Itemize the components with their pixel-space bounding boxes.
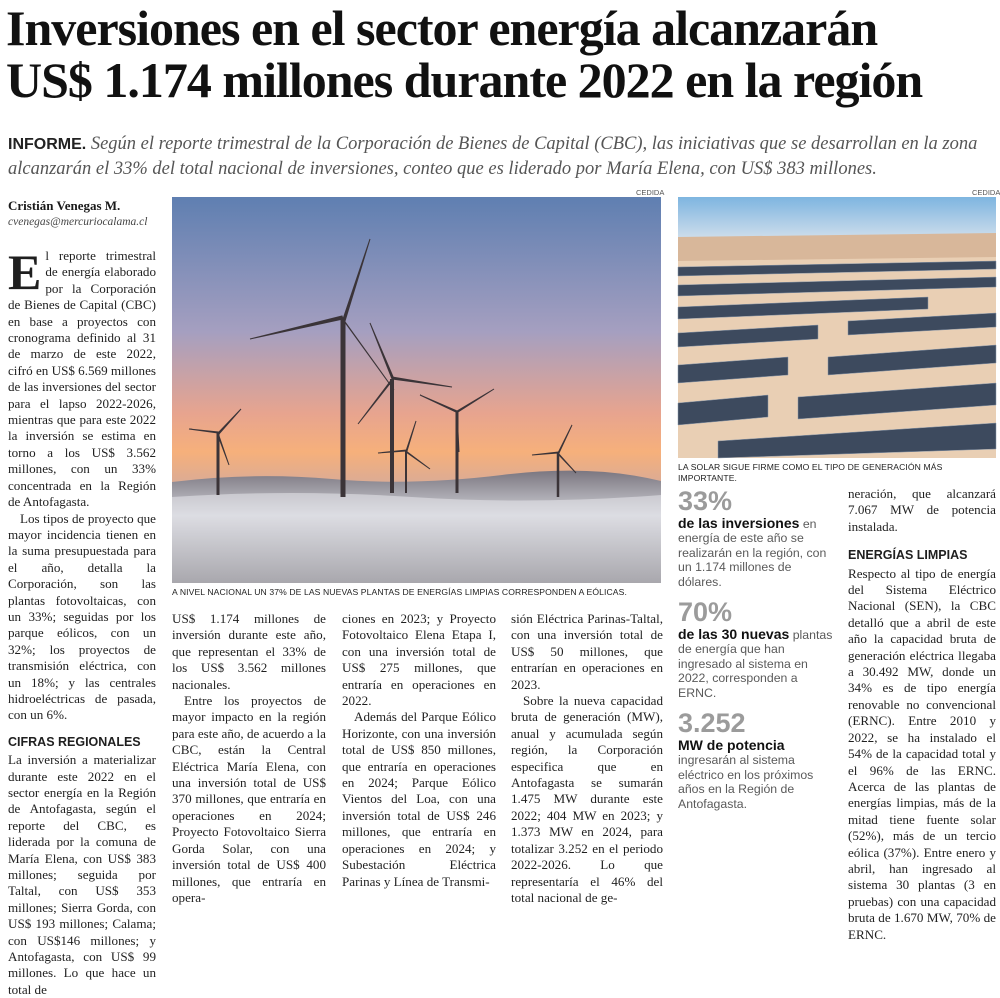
solar-plant-photo — [678, 197, 996, 458]
headline-line-2: US$ 1.174 millones durante 2022 en la región — [6, 52, 923, 108]
body-column-4 — [511, 611, 663, 906]
body-column-3 — [342, 611, 496, 890]
stat-value: 70% — [678, 597, 733, 628]
stat-block — [678, 597, 836, 700]
lead-text: Según el reporte trimestral de la Corporación de Bienes de Capital (CBC), las iniciativas que se desarrollan en la zona alcanzarán el 33% del total nacional de inversiones, conteo que es liderado por María Elena, con US$ 383 millones. — [8, 134, 978, 179]
paragraph: neración, que alcanzará 7.067 MW de potencia instalada. — [848, 486, 996, 534]
stat-block — [678, 708, 836, 811]
stat-value: 33% — [678, 486, 733, 516]
stat-label: de las 30 nuevas — [678, 626, 790, 643]
paragraph: Respecto al tipo de energía del Sistema Eléctrico Nacional (SEN), la CBC detalló que a abril de este año la capacidad bruta de generación eléctrica llegaba a 30.492 MW, donde un 34% es de tipo energía renovable no convencional (ERNC). Entre 2010 y 2022, se ha instalado el 54% de la capacidad total y el 96% de las ERNC. Acerca de las plantas de energías limpias, más de la mitad tiene fuente solar (52%), más de un tercio eólica (37%). Entre enero y abril, han ingresado al sistema 30 plantas (3 en pruebas) con una capacidad bruta de 1.670 MW, 70% de ERNC. — [848, 565, 996, 942]
headline-line-1: Inversiones en el sector energía alcanzarán — [6, 0, 878, 56]
wind-farm-photo — [172, 197, 661, 583]
photo-credit: CEDIDA — [636, 188, 665, 197]
stat-description: ingresarán al sistema eléctrico en los próximos años en la Región de Antofagasta. — [678, 753, 814, 811]
body-column-6 — [848, 486, 996, 943]
stat-description: plantas de energía que han ingresado al sistema en 2022, corresponden a ERNC. — [678, 628, 833, 700]
photo-caption-wind: A NIVEL NACIONAL UN 37% DE LAS NUEVAS PLANTAS DE ENERGÍAS LIMPIAS CORRESPONDEN A EÓLICAS. — [172, 587, 627, 597]
byline-email: cvenegas@mercuriocalama.cl — [8, 216, 148, 228]
headline — [6, 2, 996, 106]
lead-paragraph — [8, 132, 996, 181]
byline-author: Cristián Venegas M. — [8, 198, 121, 213]
stat-label: de las inversiones — [678, 515, 800, 531]
stat-value: 3.252 — [678, 708, 746, 739]
paragraph: sión Eléctrica Parinas-Taltal, con una inversión total de US$ 50 millones, que entrarían en operaciones en 2023. — [511, 611, 663, 692]
photo-caption-solar: LA SOLAR SIGUE FIRME COMO EL TIPO DE GENERACIÓN MÁS IMPORTANTE. — [678, 462, 943, 483]
lead-tag: INFORME. — [8, 136, 87, 153]
stat-description: en energía de este año se realizarán en la región, con un 1.174 millones de dólares. — [678, 517, 827, 589]
paragraph: Sobre la nueva capacidad bruta de generación (MW), anual y acumulada según región, la Corporación especifica que en Antofagasta se sumarán 1.475 MW durante este 2022; 404 MW en 2023; y 1.373 MW en 2024, para totalizar 3.252 en el periodo 2022-2026. Lo que representaría el 46% del total nacional de ge- — [511, 693, 663, 905]
stat-label: MW de potencia — [678, 737, 785, 754]
paragraph: Entre los proyectos de mayor impacto en la región para este año, de acuerdo a la CBC, están la Central Eléctrica María Elena, con una inversión total de US$ 370 millones, que entraría en operaciones en 2024; Proyecto Fotovoltaico Sierra Gorda Solar, con una inversión total de US$ 400 millones, que entraría en opera- — [172, 693, 326, 905]
first-paragraph: El reporte trimestral de energía elaborado por la Corporación de Bienes de Capital (CBC) en base a proyectos con cronograma definido al 31 de marzo de este 2022, cifró en US$ 6.569 millones de las inversiones del sector para el lapso 2022-2026, mientras que para este 2022 la inversión se estima en torno a los US$ 3.562 millones, con un 33% concentrada en la Región de Antofagasta. — [8, 244, 157, 510]
drop-cap: E — [8, 244, 42, 300]
body-column-1 — [8, 244, 157, 998]
body-column-2 — [172, 611, 326, 906]
paragraph: ciones en 2023; y Proyecto Fotovoltaico Elena Etapa I, con una inversión total de US$ 275 millones, que entraría en operaciones en 2022. — [342, 611, 496, 709]
subheading-energias-limpias: ENERGÍAS LIMPIAS — [848, 548, 968, 563]
stats-sidebar — [678, 486, 836, 819]
paragraph: US$ 1.174 millones de inversión durante este año, que representan el 33% de los US$ 3.562 millones nacionales. — [172, 611, 326, 692]
paragraph: La inversión a materializar durante este 2022 en el sector energía en la Región de Antofagasta, según el reporte del CBC, es liderada por la comuna de María Elena, con US$ 383 millones; seguida por Taltal, con US$ 353 millones; Sierra Gorda, con US$ 193 millones; Calama; con US$146 millones; y Antofagasta, con US$ 99 millones. Lo que hace un total de — [8, 752, 156, 997]
stat-block — [678, 486, 836, 589]
subheading-cifras-regionales: CIFRAS REGIONALES — [8, 734, 141, 749]
paragraph: Los tipos de proyecto que mayor incidencia tienen en la suma presupuestada para el año, detalla la Corporación, son las plantas fotovoltaicas, con un 33%; seguidas por los parque eólicos, con un 32%; los proyectos de transmisión eléctrica, con un 18%; y las centrales hidroeléctricas de pasada, con un 6%. — [8, 510, 156, 723]
paragraph: Además del Parque Eólico Horizonte, con una inversión total de US$ 850 millones, que entraría en operaciones en 2024; Parque Eólico Vientos del Loa, con una inversión total de US$ 246 millones, que entraría en operaciones en 2024; y Subestación Eléctrica Parinas y Línea de Transmi- — [342, 709, 496, 889]
photo-credit: CEDIDA — [972, 188, 1000, 197]
